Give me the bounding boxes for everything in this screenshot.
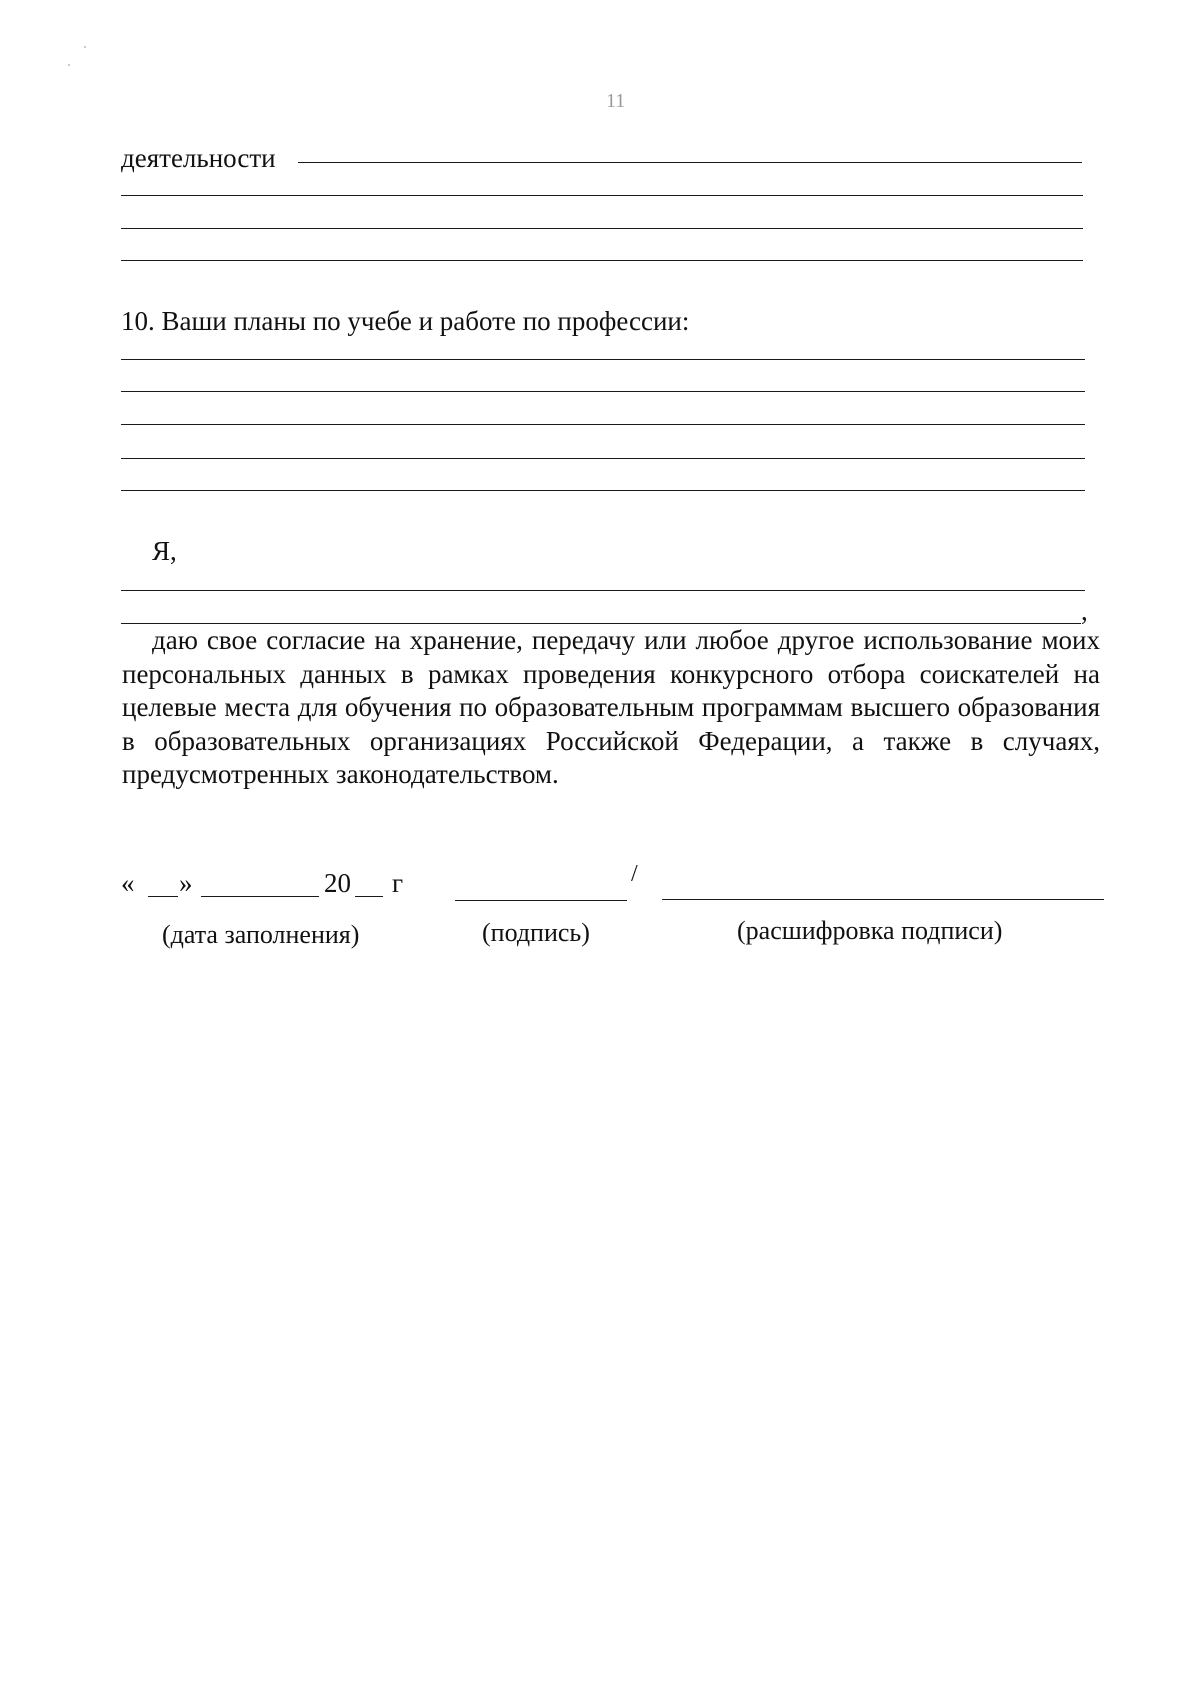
full-name-input-line[interactable] (121, 590, 1085, 591)
plans-input-line[interactable] (121, 359, 1085, 360)
date-day-input-line[interactable] (148, 896, 178, 897)
year-suffix: г (392, 868, 404, 898)
date-caption: (дата заполнения) (162, 920, 360, 949)
plans-input-line[interactable] (121, 424, 1085, 425)
signature-input-line[interactable] (455, 900, 627, 901)
consent-intro: Я, (152, 536, 177, 566)
date-month-input-line[interactable] (201, 896, 319, 897)
consent-text: даю свое согласие на хранение, передачу или любое другое использование моих персональных данных в рамках проведения конкурсного отбора соискателей на целевые места для обучения по образовательным программам высшего образования в образовательных организациях Российской Федерации, а также в случаях, предусмотренных законодательством. (122, 625, 1100, 789)
scan-speck (84, 46, 86, 48)
activity-input-line[interactable] (121, 260, 1083, 261)
signature-caption: (подпись) (482, 918, 590, 947)
activity-input-line[interactable] (298, 162, 1082, 163)
activity-input-line[interactable] (121, 228, 1083, 229)
date-open-quote: « (121, 868, 135, 898)
plans-input-line[interactable] (121, 391, 1085, 392)
activity-input-line[interactable] (121, 195, 1083, 196)
scan-speck (68, 64, 70, 66)
date-year-input-line[interactable] (355, 896, 383, 897)
signature-slash: / (631, 861, 638, 887)
year-prefix: 20 (324, 868, 351, 898)
signature-decoding-caption: (расшифровка подписи) (737, 916, 1003, 945)
activity-label: деятельности (121, 143, 276, 173)
date-close-quote: » (179, 868, 193, 898)
plans-question: 10. Ваши планы по учебе и работе по профессии: (121, 306, 690, 336)
full-name-comma: , (1081, 596, 1088, 626)
plans-input-line[interactable] (121, 458, 1085, 459)
signature-decoding-input-line[interactable] (662, 899, 1104, 900)
page-number: 11 (606, 90, 626, 112)
plans-input-line[interactable] (121, 490, 1085, 491)
